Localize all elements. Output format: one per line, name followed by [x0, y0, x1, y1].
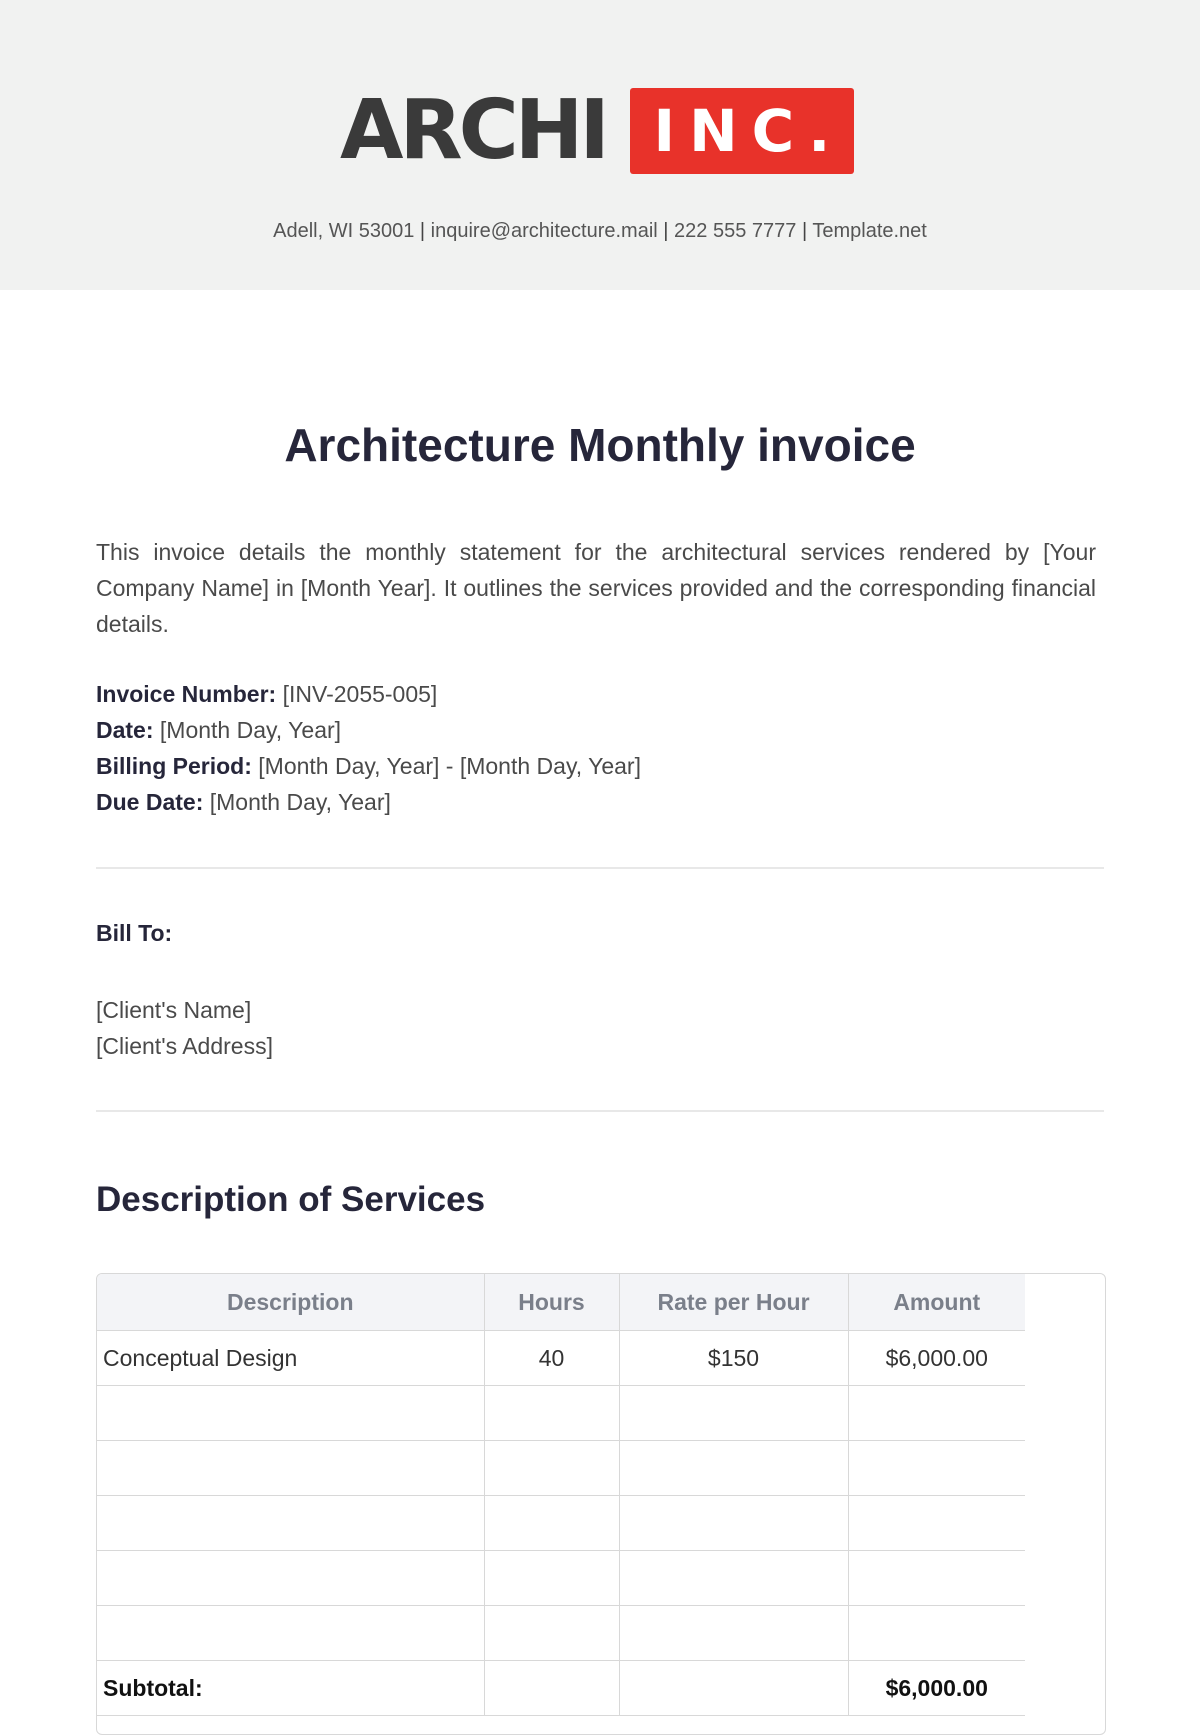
- cell-amount: $6,000.00: [848, 1331, 1025, 1386]
- logo-badge-text: INC.: [653, 97, 845, 165]
- cell-hours: [484, 1551, 619, 1606]
- cell-description: [97, 1551, 484, 1606]
- logo-wordmark: ARCHI: [340, 83, 606, 178]
- cell-description: [97, 1606, 484, 1661]
- cell-rate: [619, 1386, 848, 1441]
- header-band: [0, 0, 1200, 290]
- services-table: [96, 1273, 1106, 1735]
- cell-amount: [848, 1441, 1025, 1496]
- meta-billing-period: Billing Period: [Month Day, Year] - [Month Day, Year]: [96, 753, 641, 779]
- table-row: [97, 1331, 1025, 1386]
- cell-rate: [619, 1606, 848, 1661]
- meta-invoice-number: Invoice Number: [INV-2055-005]: [96, 681, 438, 707]
- invoice-meta: [96, 676, 641, 820]
- client-name: [Client's Name]: [96, 997, 252, 1023]
- subtotal-value: $6,000.00: [848, 1661, 1025, 1716]
- column-header: Description: [97, 1274, 484, 1331]
- contact-email[interactable]: inquire@architecture.mail: [430, 220, 658, 242]
- cell-description: [97, 1386, 484, 1441]
- services-title: Description of Services: [96, 1180, 486, 1219]
- cell-description: [97, 1496, 484, 1551]
- meta-due-date: Due Date: [Month Day, Year]: [96, 789, 391, 815]
- divider: [96, 1110, 1104, 1112]
- contact-phone: 222 555 7777: [674, 220, 797, 242]
- cell-hours: [484, 1386, 619, 1441]
- divider: [96, 867, 1104, 869]
- cell-rate: [619, 1496, 848, 1551]
- cell-amount: [848, 1386, 1025, 1441]
- cell-amount: [848, 1551, 1025, 1606]
- client-address: [Client's Address]: [96, 1033, 273, 1059]
- subtotal-row: [97, 1661, 1025, 1716]
- cell-hours: [484, 1496, 619, 1551]
- column-header: Rate per Hour: [619, 1274, 848, 1331]
- meta-date: Date: [Month Day, Year]: [96, 717, 342, 743]
- cell-amount: [848, 1606, 1025, 1661]
- table-row: [97, 1606, 1025, 1661]
- table-row: [97, 1551, 1025, 1606]
- cell-rate: $150: [619, 1331, 848, 1386]
- contact-address: Adell, WI 53001: [273, 220, 415, 242]
- table-header-row: [97, 1274, 1025, 1331]
- cell-rate: [619, 1551, 848, 1606]
- column-header: Hours: [484, 1274, 619, 1331]
- cell-amount: [848, 1496, 1025, 1551]
- company-logo: [340, 83, 854, 178]
- cell-description: Conceptual Design: [97, 1331, 484, 1386]
- cell-rate: [619, 1441, 848, 1496]
- table-row: [97, 1441, 1025, 1496]
- cell-hours: 40: [484, 1331, 619, 1386]
- intro-paragraph: This invoice details the monthly statement for the architectural services rendered by [Your Company Name] in [Month Year]. It outlines the services provided and the corresponding financial details.: [96, 539, 1096, 637]
- cell-hours: [484, 1606, 619, 1661]
- subtotal-label: Subtotal:: [97, 1661, 484, 1716]
- contact-line: Adell, WI 53001 | inquire@architecture.mail | 222 555 7777 | Template.net: [273, 220, 927, 242]
- column-header: Amount: [848, 1274, 1025, 1331]
- logo-badge: [630, 88, 854, 174]
- bill-to-label: Bill To:: [96, 920, 173, 946]
- table-row: [97, 1386, 1025, 1441]
- cell-description: [97, 1441, 484, 1496]
- table-row: [97, 1496, 1025, 1551]
- bill-to-details: [96, 992, 273, 1064]
- page-title: Architecture Monthly invoice: [284, 419, 916, 471]
- contact-website[interactable]: Template.net: [812, 220, 927, 242]
- cell-hours: [484, 1441, 619, 1496]
